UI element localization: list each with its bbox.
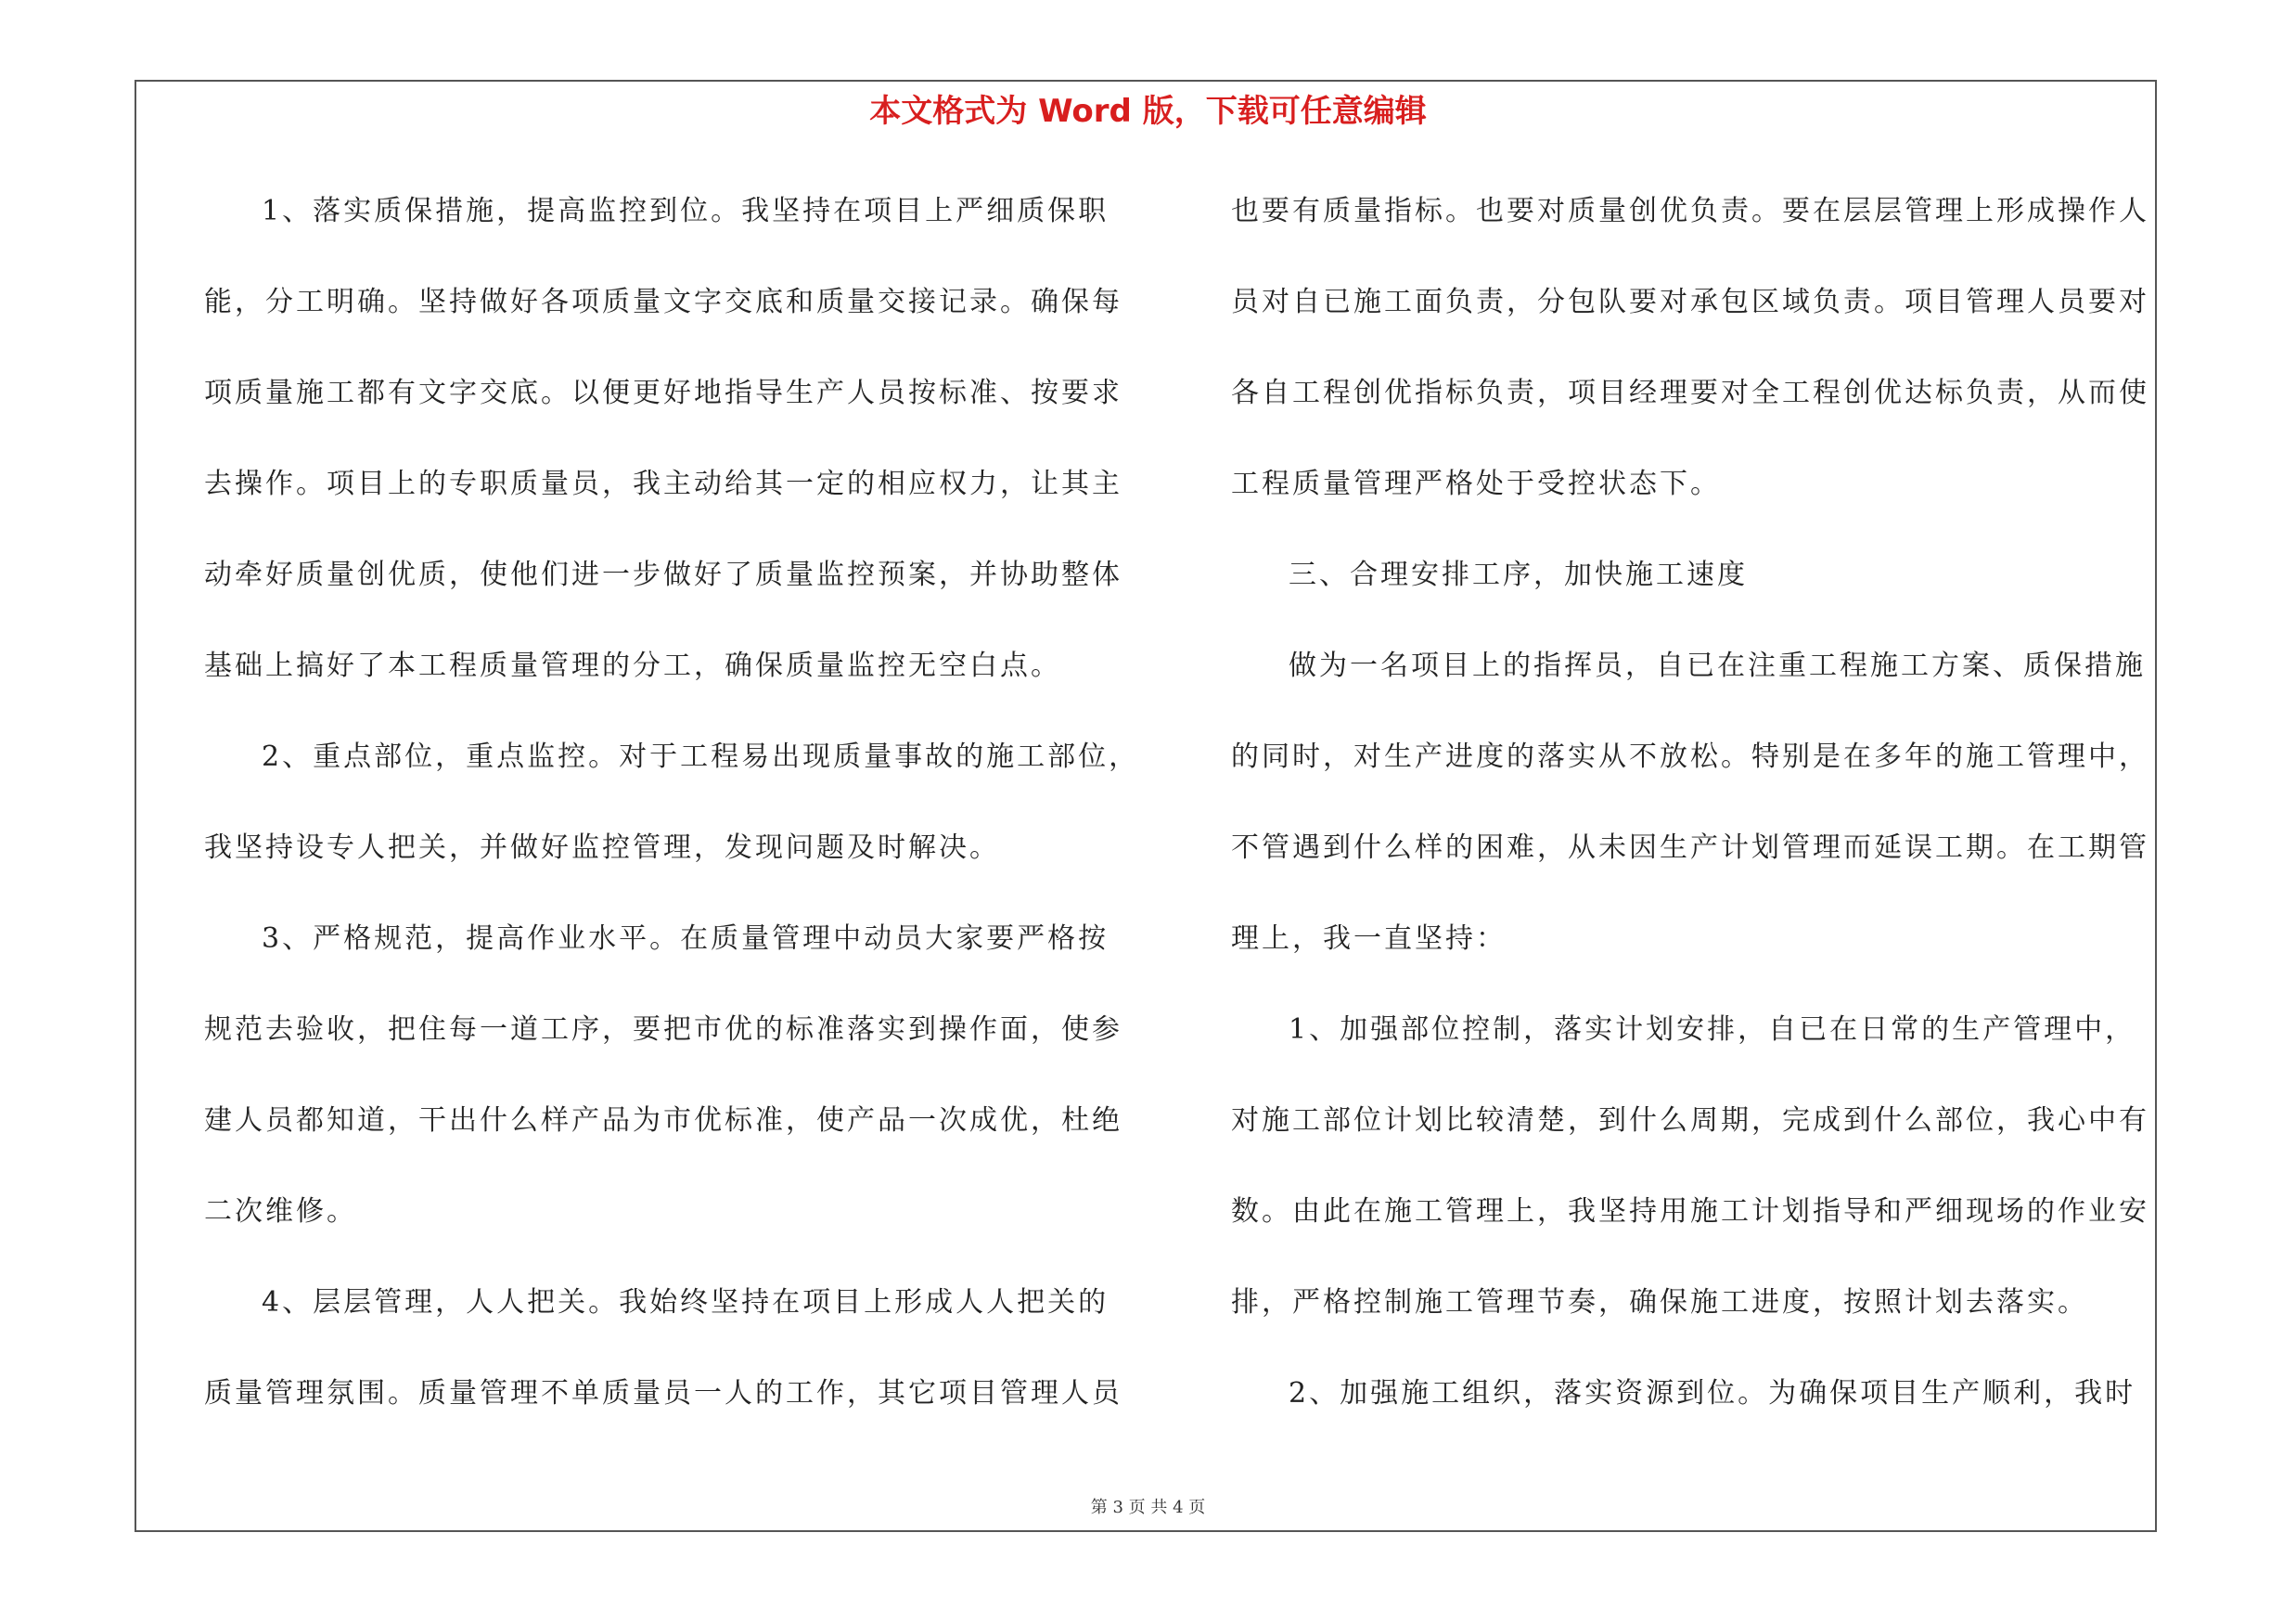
- text-line: 规范去验收，把住每一道工序，要把市优的标准落实到操作面，使参: [204, 1013, 1122, 1046]
- text-line: 2、重点部位，重点监控。对于工程易出现质量事故的施工部位，: [262, 741, 1140, 773]
- text-line: 1、加强部位控制，落实计划安排，自已在日常的生产管理中，: [1289, 1013, 2136, 1046]
- text-line: 的同时，对生产进度的落实从不放松。特别是在多年的施工管理中，: [1231, 741, 2149, 773]
- text-line: 项质量施工都有文字交底。以便更好地指导生产人员按标准、按要求: [204, 377, 1122, 409]
- text-line: 也要有质量指标。也要对质量创优负责。要在层层管理上形成操作人: [1231, 195, 2149, 227]
- left-column: [204, 184, 1140, 1457]
- text-line: 动牵好质量创优质，使他们进一步做好了质量监控预案，并协助整体: [204, 559, 1122, 591]
- text-line: 我坚持设专人把关，并做好监控管理，发现问题及时解决。: [204, 831, 1000, 864]
- right-column: [1231, 184, 2149, 1457]
- text-line: 2、加强施工组织，落实资源到位。为确保项目生产顺利，我时: [1289, 1377, 2136, 1410]
- header-banner: 本文格式为 Word 版，下载可任意编辑: [869, 93, 1427, 130]
- text-line: 对施工部位计划比较清楚，到什么周期，完成到什么部位，我心中有: [1231, 1104, 2149, 1137]
- text-line: 能，分工明确。坚持做好各项质量文字交底和质量交接记录。确保每: [204, 286, 1122, 318]
- text-line: 二次维修。: [204, 1195, 357, 1228]
- text-line: 排，严格控制施工管理节奏，确保施工进度，按照计划去落实。: [1231, 1286, 2088, 1319]
- text-line: 数。由此在施工管理上，我坚持用施工计划指导和严细现场的作业安: [1231, 1195, 2149, 1228]
- text-line: 1、落实质保措施，提高监控到位。我坚持在项目上严细质保职: [262, 195, 1110, 227]
- text-line: 做为一名项目上的指挥员，自已在注重工程施工方案、质保措施: [1289, 650, 2146, 682]
- text-line: 基础上搞好了本工程质量管理的分工，确保质量监控无空白点。: [204, 650, 1061, 682]
- text-line: 建人员都知道，干出什么样产品为市优标准，使产品一次成优，杜绝: [204, 1104, 1122, 1137]
- text-line: 各自工程创优指标负责，项目经理要对全工程创优达标负责，从而使: [1231, 377, 2149, 409]
- text-line: 3、严格规范，提高作业水平。在质量管理中动员大家要严格按: [262, 922, 1110, 955]
- text-line: 三、合理安排工序，加快施工速度: [1289, 559, 1748, 591]
- text-line: 理上，我一直坚持：: [1231, 922, 1507, 955]
- text-line: 4、层层管理，人人把关。我始终坚持在项目上形成人人把关的: [262, 1286, 1110, 1319]
- page-number: 第 3 页 共 4 页: [1090, 1498, 1206, 1517]
- text-line: 员对自已施工面负责，分包队要对承包区域负责。项目管理人员要对: [1231, 286, 2149, 318]
- text-line: 工程质量管理严格处于受控状态下。: [1231, 468, 1721, 500]
- text-line: 去操作。项目上的专职质量员，我主动给其一定的相应权力，让其主: [204, 468, 1122, 500]
- text-line: 不管遇到什么样的困难，从未因生产计划管理而延误工期。在工期管: [1231, 831, 2149, 864]
- text-line: 质量管理氛围。质量管理不单质量员一人的工作，其它项目管理人员: [204, 1377, 1122, 1410]
